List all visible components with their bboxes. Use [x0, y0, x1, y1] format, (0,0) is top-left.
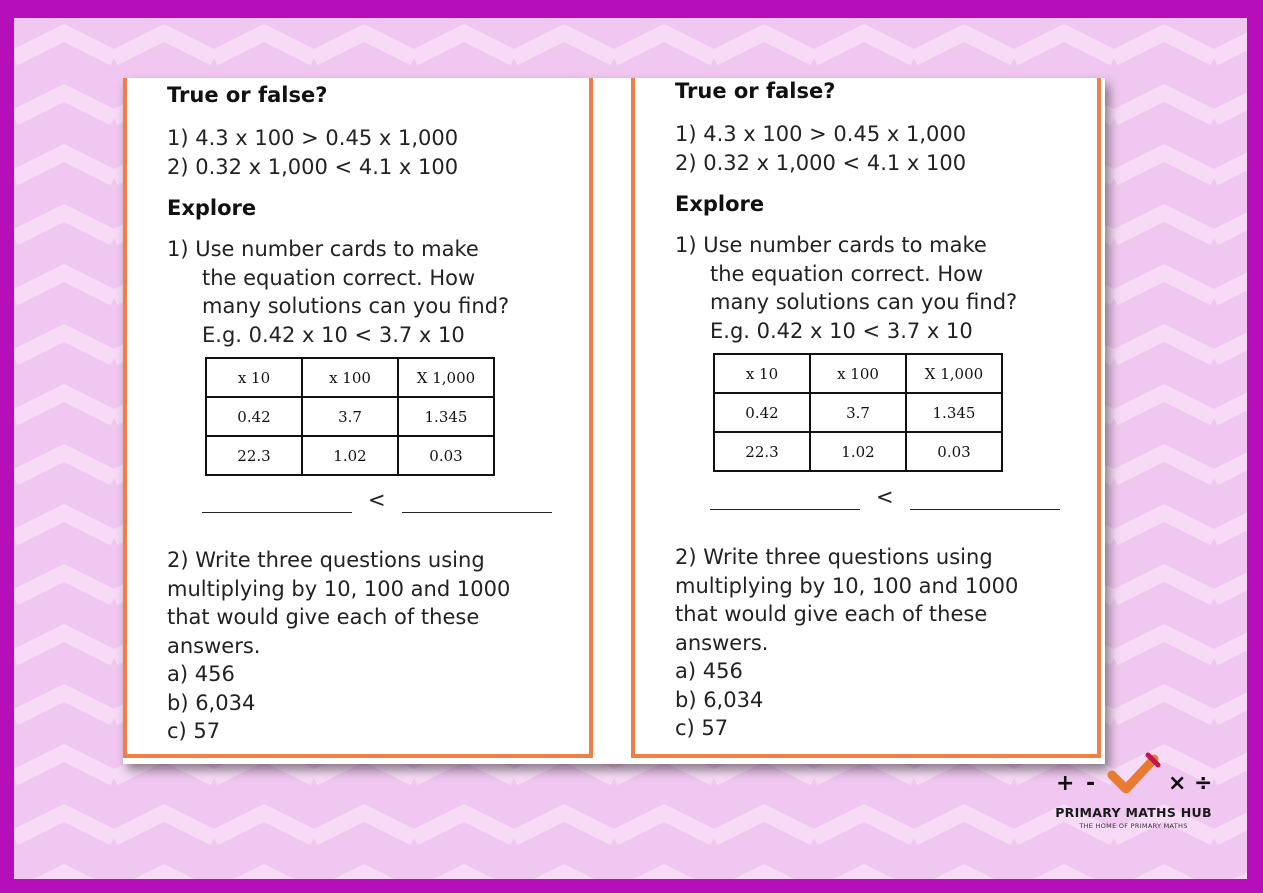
explore-question-2-line-4: answers.: [675, 630, 769, 655]
true-false-question-1: 1) 4.3 x 100 > 0.45 x 1,000: [675, 122, 967, 146]
answer-b: b) 6,034: [675, 687, 764, 712]
table-row: [714, 354, 1002, 393]
explore-question-2-line-3: that would give each of these: [167, 605, 480, 629]
true-false-heading: True or false?: [675, 79, 836, 103]
divide-symbol: ÷: [1194, 771, 1213, 796]
table-cell: 3.7: [302, 397, 398, 436]
answer-blank-right: [910, 487, 1060, 510]
number-cards-table: [713, 353, 1003, 472]
explore-question-1-line-2: the equation correct. How: [202, 265, 476, 290]
answer-blank-right: [402, 490, 552, 513]
explore-question-1-line-1: 1) Use number cards to make: [675, 233, 987, 257]
table-header-cell: x 100: [302, 358, 398, 397]
number-cards-table: [205, 357, 495, 476]
explore-question-2-line-2: multiplying by 10, 100 and 1000: [167, 576, 511, 601]
table-row: [206, 397, 494, 436]
explore-question-1-line-3: many solutions can you find?: [202, 294, 510, 318]
answer-a: a) 456: [167, 662, 235, 686]
explore-question-2-line-2: multiplying by 10, 100 and 1000: [675, 573, 1019, 598]
multiply-symbol: ×: [1168, 771, 1187, 796]
less-than-symbol: <: [368, 488, 386, 512]
explore-question-1-line-3: many solutions can you find?: [710, 290, 1018, 314]
true-false-question-2: 2) 0.32 x 1,000 < 4.1 x 100: [675, 150, 967, 175]
answer-c: c) 57: [167, 719, 221, 743]
true-false-question-1: 1) 4.3 x 100 > 0.45 x 1,000: [167, 126, 459, 150]
table-header-cell: x 10: [206, 358, 302, 397]
logo-tagline: THE HOME OF PRIMARY MATHS: [1079, 822, 1188, 830]
answer-blank-left: [202, 490, 352, 513]
table-header-cell: X 1,000: [906, 354, 1002, 393]
explore-heading: Explore: [167, 196, 257, 220]
table-cell: 0.42: [714, 393, 810, 432]
answer-c: c) 57: [675, 716, 729, 740]
inequality-answer-line: [202, 488, 552, 513]
table-cell: 0.42: [206, 397, 302, 436]
answer-a: a) 456: [675, 659, 743, 683]
table-row: [714, 432, 1002, 471]
explore-question-2-line-4: answers.: [167, 633, 261, 658]
explore-question-2-line-1: 2) Write three questions using: [675, 545, 993, 569]
table-row: [206, 358, 494, 397]
table-cell: 22.3: [714, 432, 810, 471]
table-cell: 1.02: [810, 432, 906, 471]
explore-heading: Explore: [675, 192, 765, 216]
plus-symbol: +: [1056, 771, 1075, 796]
answer-blank-left: [710, 487, 860, 510]
table-row: [714, 393, 1002, 432]
worksheet-sheet: [123, 78, 1105, 764]
table-cell: 1.345: [906, 393, 1002, 432]
inequality-answer-line: [710, 485, 1060, 510]
true-false-question-2: 2) 0.32 x 1,000 < 4.1 x 100: [167, 154, 459, 179]
table-cell: 22.3: [206, 436, 302, 475]
less-than-symbol: <: [876, 485, 894, 509]
table-row: [206, 436, 494, 475]
table-cell: 1.345: [398, 397, 494, 436]
table-cell: 3.7: [810, 393, 906, 432]
explore-question-2-line-1: 2) Write three questions using: [167, 548, 485, 572]
logo-name: PRIMARY MATHS HUB: [1055, 805, 1212, 820]
table-header-cell: x 100: [810, 354, 906, 393]
table-header-cell: X 1,000: [398, 358, 494, 397]
task-card-left: [123, 78, 593, 758]
table-header-cell: x 10: [714, 354, 810, 393]
explore-question-1-line-4: E.g. 0.42 x 10 < 3.7 x 10: [710, 318, 973, 343]
checkmark-icon: [1104, 751, 1164, 801]
task-card-right: [631, 78, 1101, 758]
table-cell: 0.03: [398, 436, 494, 475]
table-cell: 0.03: [906, 432, 1002, 471]
table-cell: 1.02: [302, 436, 398, 475]
explore-question-1-line-4: E.g. 0.42 x 10 < 3.7 x 10: [202, 322, 465, 347]
explore-question-1-line-1: 1) Use number cards to make: [167, 237, 479, 261]
minus-symbol: -: [1086, 771, 1096, 796]
answer-b: b) 6,034: [167, 690, 256, 715]
true-false-heading: True or false?: [167, 83, 328, 107]
explore-question-1-line-2: the equation correct. How: [710, 261, 984, 286]
explore-question-2-line-3: that would give each of these: [675, 602, 988, 626]
primary-maths-hub-logo: [1046, 755, 1221, 835]
